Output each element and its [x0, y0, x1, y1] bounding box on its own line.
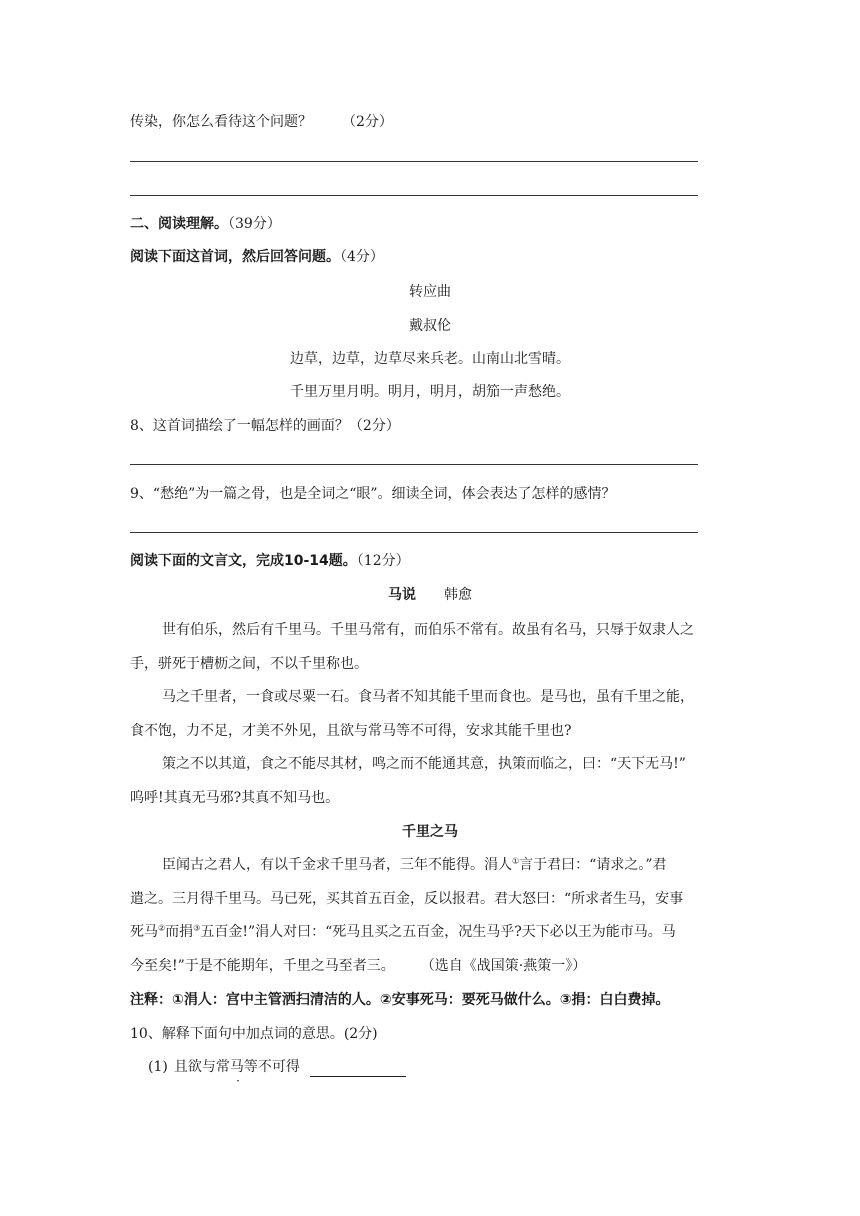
footnote-marker-2: ② [158, 923, 166, 933]
poem-title: 转应曲 [409, 284, 451, 300]
text2-line-1a: 臣闻古之君人，有以千金求千里马者，三年不能得。涓人 [162, 857, 512, 873]
section-2-heading [130, 214, 281, 234]
footnote-marker-3: ③ [193, 923, 201, 933]
text2-line-1 [162, 855, 667, 875]
text2-line-3b: 而捐 [165, 924, 194, 940]
text2-line-3 [130, 922, 676, 942]
poem-instruction [130, 247, 384, 267]
q7-score: （2分） [342, 114, 393, 130]
q7-tail [130, 112, 393, 132]
section-2-title: 二、阅读理解。 [130, 216, 228, 232]
q10-1-post: 等不可得 [243, 1059, 300, 1075]
text1-line-1: 世有伯乐，然后有千里马。千里马常有，而伯乐不常有。故虽有名马，只辱于奴隶人之 [162, 622, 694, 638]
text2-line-2: 遣之。三月得千里马。马已死，买其首五百金，反以报君。君大怒曰：“所求者生马，安事 [130, 891, 684, 907]
footnotes: 注释：①涓人：宫中主管洒扫清洁的人。②安事死马：要死马做什么。③捐：白白费掉。 [130, 992, 670, 1008]
text1-line-5: 策之不以其道，食之不能尽其材，鸣之而不能通其意，执策而临之，曰：“天下无马!” [162, 756, 686, 772]
answer-line-q7-2[interactable] [130, 195, 698, 196]
text2-line-1b: 言于君曰：“请求之。”君 [519, 857, 667, 873]
text2-title: 千里之马 [402, 824, 458, 840]
section-2-score: （39分） [228, 216, 281, 232]
text1-line-2: 手，骈死于槽枥之间，不以千里称也。 [130, 656, 368, 672]
text1-author: 韩愈 [444, 587, 472, 603]
question-8: 8、这首词描绘了一幅怎样的画面？（2分） [130, 418, 400, 434]
q10-1-answer-blank[interactable] [310, 1062, 406, 1077]
text1-title: 马说 [388, 587, 416, 603]
poem-instruction-text: 阅读下面这首词，然后回答问题。 [130, 249, 340, 265]
q10-1-pre: 且欲与常 [173, 1059, 230, 1075]
poem-author: 戴叔伦 [409, 318, 451, 334]
text2-line-4-text: 今至矣!”于是不能期年，千里之马至者三。 [130, 958, 395, 974]
poem-line-1: 边草，边草，边草尽来兵老。山南山北雪晴。 [290, 351, 570, 367]
poem-instruction-score: （4分） [340, 249, 384, 265]
classical-instruction [130, 551, 410, 571]
text2-line-3a: 死马 [130, 924, 158, 940]
poem-line-2: 千里万里月明。明月，明月，胡笳一声愁绝。 [290, 384, 570, 400]
footnote-marker-1: ① [512, 856, 520, 866]
answer-line-q7-1[interactable] [130, 161, 698, 162]
classical-instruction-text: 阅读下面的文言文，完成10-14题。 [130, 553, 357, 569]
text1-line-6: 呜呼!其真无马邪?其真不知马也。 [130, 790, 340, 806]
q10-1-dotted-word: 马 [229, 1059, 244, 1075]
text1-heading [0, 585, 860, 605]
question-9: 9、“愁绝”为一篇之骨，也是全词之“眼”。细读全词，体会表达了怎样的感情？ [130, 486, 616, 502]
answer-line-q8[interactable] [130, 464, 698, 465]
question-10-1 [148, 1057, 406, 1077]
text2-line-3c: 五百金!”涓人对曰：“死马且买之五百金，况生马乎?天下必以王为能市马。马 [200, 924, 676, 940]
q7-text: 传染，你怎么看待这个问题？ [130, 114, 312, 130]
text2-line-4 [130, 956, 586, 976]
answer-line-q9[interactable] [130, 532, 698, 533]
text2-source: （选自《战国策·燕策一》） [420, 958, 587, 974]
question-10: 10、解释下面句中加点词的意思。(2分) [130, 1026, 378, 1042]
q10-1-number: (1) [148, 1059, 168, 1075]
text1-line-4: 食不饱，力不足，才美不外见，且欲与常马等不可得，安求其能千里也? [130, 723, 572, 739]
classical-instruction-score: （12分） [356, 553, 410, 569]
text1-line-3: 马之千里者，一食或尽粟一石。食马者不知其能千里而食也。是马也，虽有千里之能， [162, 689, 694, 705]
